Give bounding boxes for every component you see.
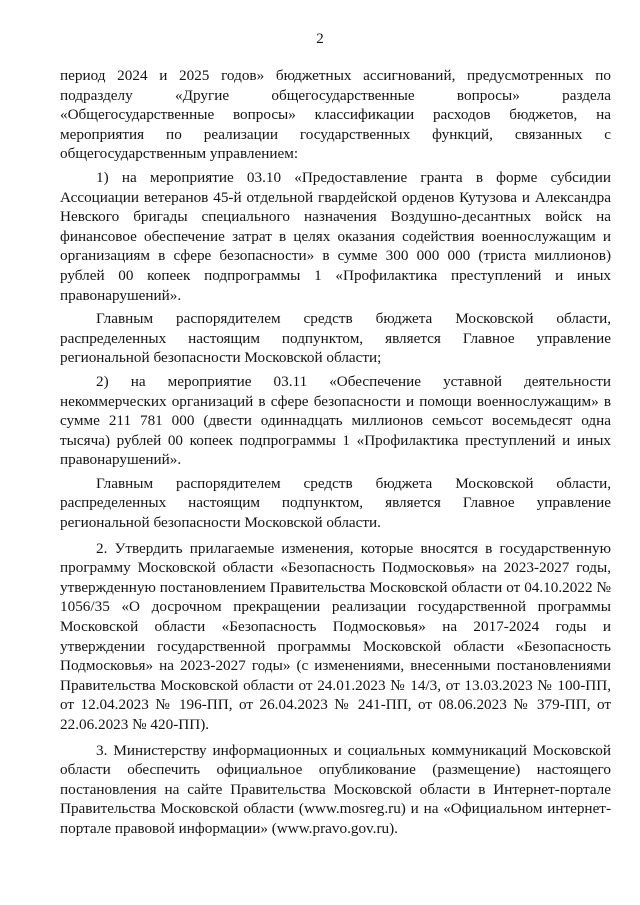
paragraph-distributor-2: Главным распорядителем средств бюджета Московской области, распределенных настоящим подпунктом, является Главное управление региональной безопасности Московской области. xyxy=(60,474,611,532)
paragraph-distributor-1: Главным распорядителем средств бюджета Московской области, распределенных настоящим подпунктом, является Главное управление региональной безопасности Московской области; xyxy=(60,310,611,367)
paragraph-continuation: период 2024 и 2025 годов» бюджетных ассигнований, предусмотренных по подразделу «Другие общегосударственные вопросы» раздела «Общегосударственные вопросы» классификации расходов бюджетов, на мероприятия по реализации государственных функций, связанных с общегосударственным управлением: xyxy=(60,67,611,163)
paragraph-subitem-2: 2) на мероприятие 03.11 «Обеспечение уставной деятельности некоммерческих организаций в сфере безопасности и помощи военнослужащим» в сумме 211 781 000 (двести одиннадцать миллионов семьсот восемьдесят одна тысяча) рублей 00 копеек подпрограммы 1 «Профилактика преступлений и иных правонарушений». xyxy=(60,372,611,469)
paragraph-item-3: 3. Министерству информационных и социальных коммуникаций Московской области обеспечить официальное опубликование (размещение) настоящего постановления на сайте Правительства Московской области в Интернет-портале Правительства Московской области (www.mosreg.ru) и на «Официальном интернет-портале правовой информации» (www.pravo.gov.ru). xyxy=(60,741,611,837)
document-body xyxy=(60,66,611,839)
page-number: 2 xyxy=(316,31,324,47)
paragraph-item-2: 2. Утвердить прилагаемые изменения, которые вносятся в государственную программу Московской области «Безопасность Подмосковья» на 2023-2027 годы, утвержденную постановлением Правительства Московской области от 04.10.2022 № 1056/35 «О досрочном прекращении реализации государственной программы Московской области «Безопасность Подмосковья» на 2017-2024 годы и утверждении государственной программы Московской области «Безопасность Подмосковья» на 2023-2027 годы» (с изменениями, внесенными постановлениями Правительства Московской области от 24.01.2023 № 14/3, от 13.03.2023 № 100-ПП, от 12.04.2023 № 196-ПП, от 26.04.2023 № 241-ПП, от 08.06.2023 № 379-ПП, от 22.06.2023 № 420-ПП). xyxy=(60,539,611,733)
paragraph-subitem-1: 1) на мероприятие 03.10 «Предоставление гранта в форме субсидии Ассоциации ветеранов 45-й отдельной гвардейской орденов Кутузова и Александра Невского бригады специального назначения Воздушно-десантных войск на финансовое обеспечение затрат в целях оказания содействия военнослужащим и организациям в сфере безопасности» в сумме 300 000 000 (триста миллионов) рублей 00 копеек подпрограммы 1 «Профилактика преступлений и иных правонарушений». xyxy=(60,168,611,304)
